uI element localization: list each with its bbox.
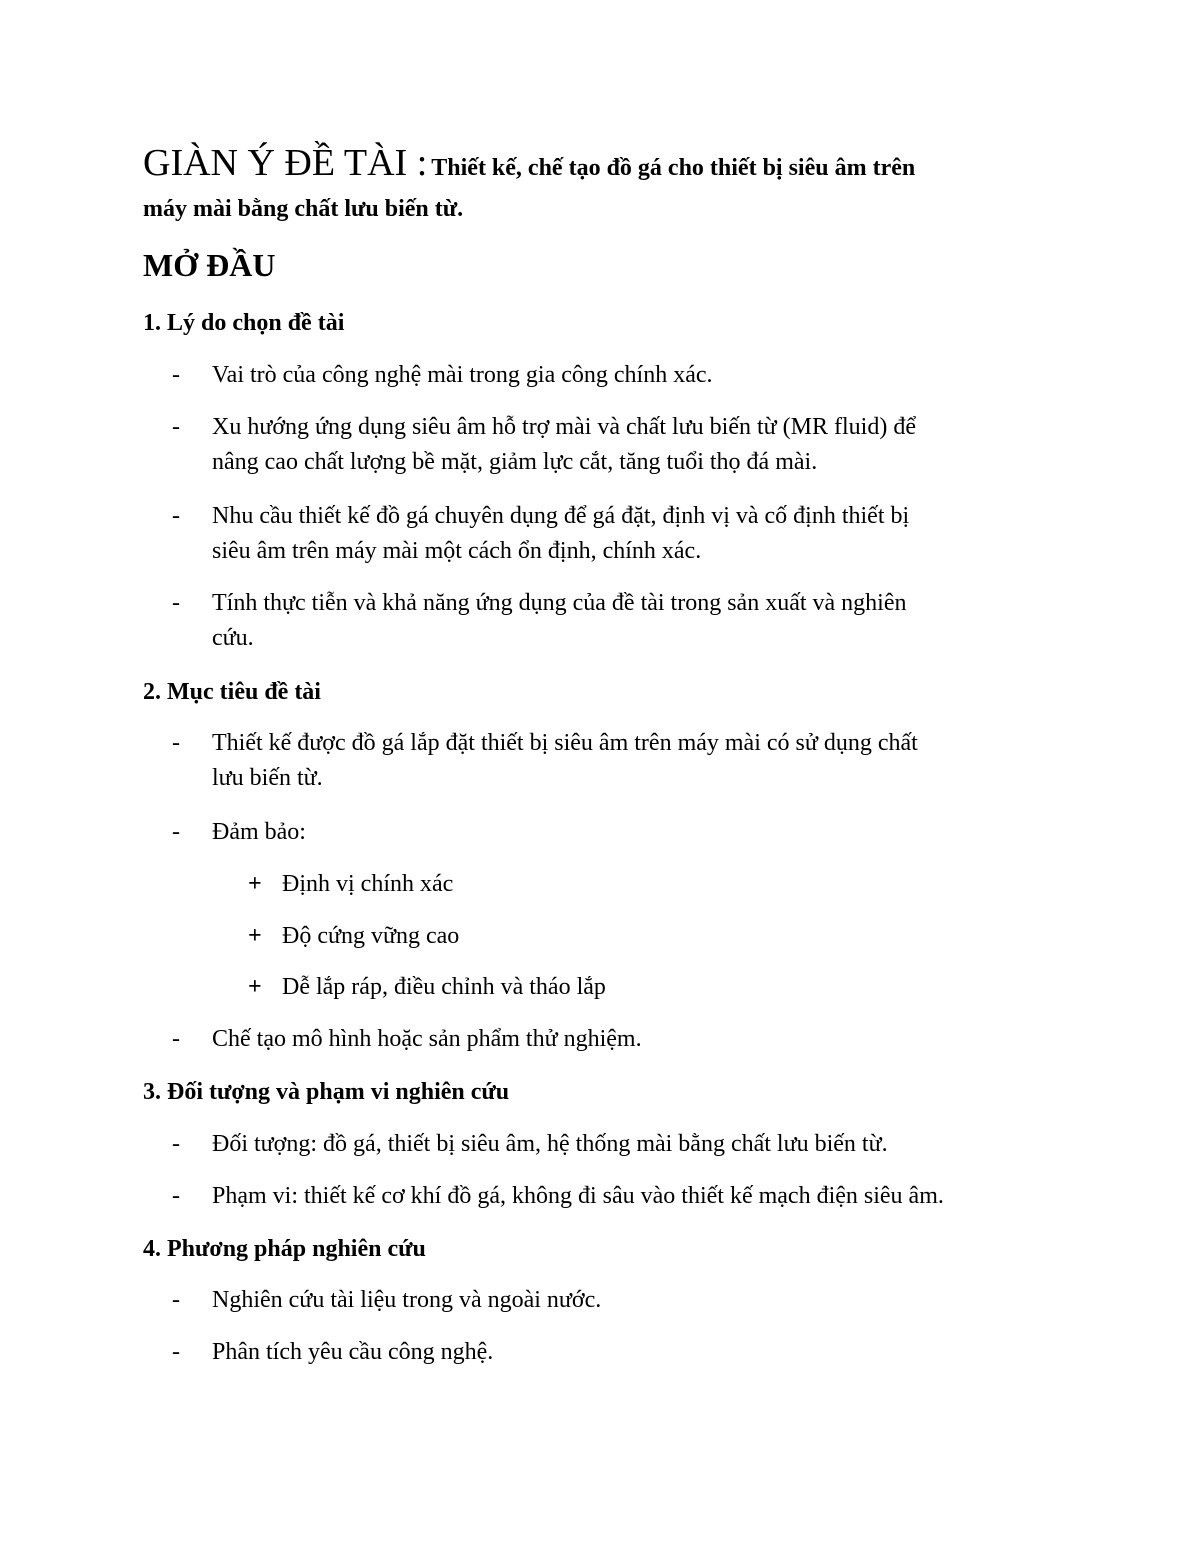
sub-list-item: + Định vị chính xác — [248, 867, 1048, 902]
list-item: - Vai trò của công nghệ mài trong gia công chính xác. — [172, 358, 1052, 393]
title-main: GIÀN Ý ĐỀ TÀI : — [143, 142, 428, 184]
bullet-dash: - — [172, 1026, 180, 1052]
bullet-plus: + — [248, 871, 262, 897]
list-item: - Thiết kế được đồ gá lắp đặt thiết bị siêu âm trên máy mài có sử dụng chất lưu biến từ. — [172, 726, 1052, 796]
list-item: - Nghiên cứu tài liệu trong và ngoài nước. — [172, 1283, 1052, 1318]
section-1-title: 1. Lý do chọn đề tài — [143, 310, 345, 336]
bullet-dash: - — [172, 503, 180, 529]
sub-list-item: + Độ cứng vững cao — [248, 919, 1048, 954]
list-item: - Tính thực tiễn và khả năng ứng dụng của đề tài trong sản xuất và nghiên cứu. — [172, 586, 1052, 656]
bullet-dash: - — [172, 1131, 180, 1157]
bullet-dash: - — [172, 819, 180, 845]
list-item: - Xu hướng ứng dụng siêu âm hỗ trợ mài và chất lưu biến từ (MR fluid) để nâng cao chất lượng bề mặt, giảm lực cắt, tăng tuổi thọ đá mài. — [172, 410, 1052, 480]
bullet-dash: - — [172, 1339, 180, 1365]
section-4-title: 4. Phương pháp nghiên cứu — [143, 1236, 426, 1262]
bullet-dash: - — [172, 1287, 180, 1313]
list-item: - Phạm vi: thiết kế cơ khí đồ gá, không đi sâu vào thiết kế mạch điện siêu âm. — [172, 1179, 1052, 1214]
heading-introduction: MỞ ĐẦU — [143, 247, 276, 283]
document-title — [143, 140, 1043, 194]
bullet-dash: - — [172, 362, 180, 388]
section-3-title: 3. Đối tượng và phạm vi nghiên cứu — [143, 1079, 510, 1105]
bullet-plus: + — [248, 923, 262, 949]
bullet-dash: - — [172, 414, 180, 440]
section-2-title: 2. Mục tiêu đề tài — [143, 679, 321, 705]
list-item: - Đối tượng: đồ gá, thiết bị siêu âm, hệ thống mài bằng chất lưu biến từ. — [172, 1127, 1052, 1162]
bullet-dash: - — [172, 730, 180, 756]
bullet-plus: + — [248, 974, 262, 1000]
title-topic-line2: máy mài bằng chất lưu biến từ. — [143, 196, 464, 222]
list-item: - Nhu cầu thiết kế đồ gá chuyên dụng để gá đặt, định vị và cố định thiết bị siêu âm trên máy mài một cách ổn định, chính xác. — [172, 499, 1052, 569]
bullet-dash: - — [172, 1183, 180, 1209]
list-item: - Chế tạo mô hình hoặc sản phẩm thử nghiệm. — [172, 1022, 1052, 1057]
list-item: - Đảm bảo: — [172, 815, 1052, 850]
bullet-dash: - — [172, 590, 180, 616]
list-item: - Phân tích yêu cầu công nghệ. — [172, 1335, 1052, 1370]
sub-list-item: + Dễ lắp ráp, điều chỉnh và tháo lắp — [248, 970, 1048, 1005]
title-topic-line1: Thiết kế, chế tạo đồ gá cho thiết bị siêu âm trên — [431, 155, 916, 181]
